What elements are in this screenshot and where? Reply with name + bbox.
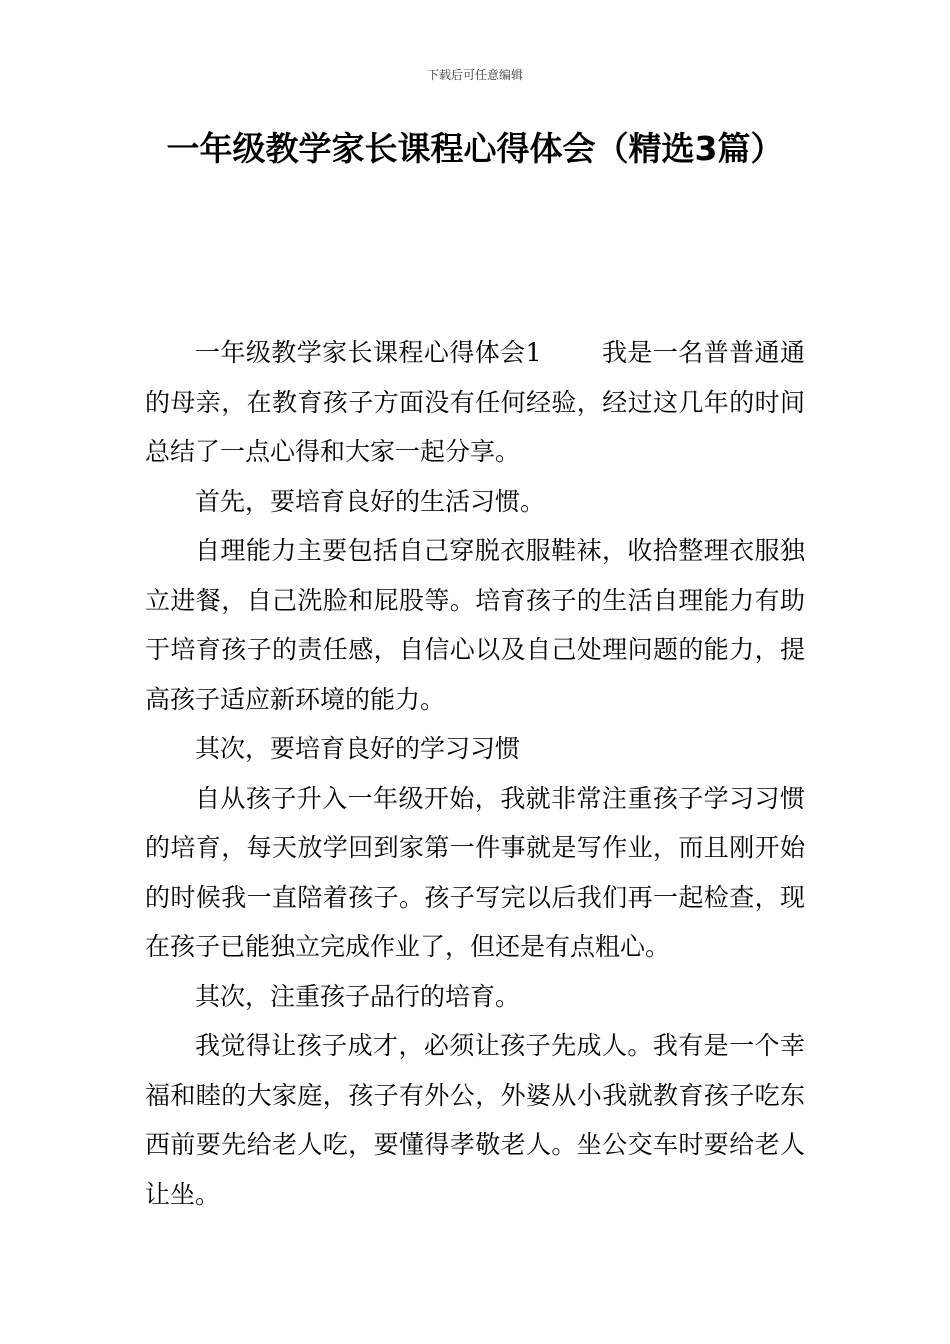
paragraph-2: 首先，要培育良好的生活习惯。 bbox=[195, 486, 546, 516]
paragraph-1-text: 我是一名普普通通的母亲，在教育孩子方面没有任何经验，经过这几年的时间总结了一点心得和大家一起分享。 bbox=[145, 338, 805, 466]
header-note: 下载后可任意编辑 bbox=[426, 68, 523, 82]
paragraph-7: 我觉得让孩子成才，必须让孩子先成人。我有是一个幸福和睦的大家庭，孩子有外公，外婆从小我就教育孩子吃东西前要先给老人吃，要懂得孝敬老人。坐公交车时要给老人让坐。 bbox=[145, 1031, 805, 1209]
paragraph-5: 自从孩子升入一年级开始，我就非常注重孩子学习习惯的培育，每天放学回到家第一件事就是写作业，而且刚开始的时候我一直陪着孩子。孩子写完以后我们再一起检查，现在孩子已能独立完成作业了，但还是有点粗心。 bbox=[145, 783, 805, 961]
paragraph-4: 其次，要培育良好的学习习惯 bbox=[195, 734, 521, 763]
document-title: 一年级教学家长课程心得体会（精选3篇） bbox=[166, 129, 784, 168]
section-title: 一年级教学家长课程心得体会1 bbox=[195, 338, 542, 367]
paragraph-1 bbox=[145, 328, 805, 477]
paragraph-3: 自理能力主要包括自己穿脱衣服鞋袜，收拾整理衣服独立进餐，自己洗脸和屁股等。培育孩子的生活自理能力有助于培育孩子的责任感，自信心以及自己处理问题的能力，提高孩子适应新环境的能力。 bbox=[145, 536, 805, 714]
document-body bbox=[145, 328, 805, 1219]
paragraph-6: 其次，注重孩子品行的培育。 bbox=[195, 981, 521, 1011]
